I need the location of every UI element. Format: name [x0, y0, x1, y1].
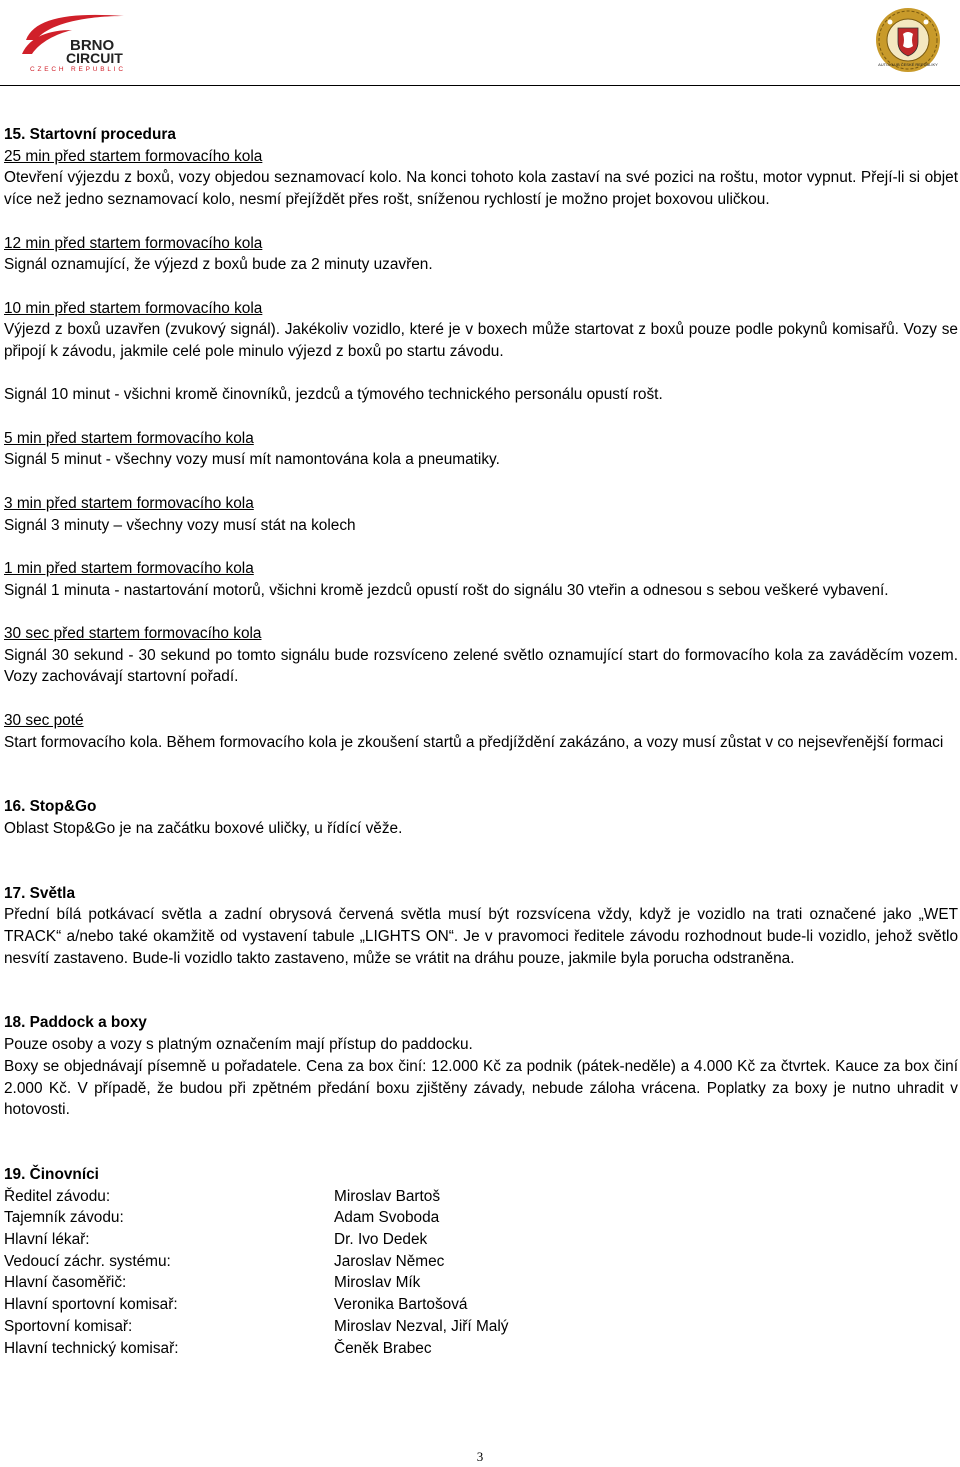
subheading-10min: 10 min před startem formovacího kola — [4, 299, 263, 317]
svg-text:BRNO: BRNO — [70, 37, 115, 54]
subheading-30sec-after: 30 sec poté — [4, 711, 84, 729]
subheading-25min: 25 min před startem formovacího kola — [4, 147, 263, 165]
document-body — [4, 124, 958, 1359]
official-name: Adam Svoboda — [334, 1209, 440, 1227]
official-role: Hlavní lékař: — [4, 1231, 90, 1249]
section-title-19: 19. Činovníci — [4, 1166, 99, 1183]
header-divider — [0, 85, 960, 86]
official-role: Tajemník závodu: — [4, 1209, 124, 1227]
official-name: Dr. Ivo Dedek — [334, 1231, 428, 1249]
paragraph-30sec-after: Start formovacího kola. Během formovacího kola je zkoušení startů a předjíždění zakázáno, a vozy musí zůstat v co nejsevřenější formaci — [4, 733, 944, 751]
paragraph-25min: Otevření výjezdu z boxů, vozy objedou seznamovací kolo. Na konci tohoto kola zastaví na své pozici na roštu, motor vypnut. Přejí-li si objet více než jedno seznamovací kolo, nesmí přejíždět přes rošt, sníženou rychlostí je možno projet boxovou uličkou. — [4, 169, 958, 209]
official-name: Jaroslav Němec — [334, 1252, 445, 1270]
paragraph-1min: Signál 1 minuta - nastartování motorů, všichni kromě jezdců opustí rošt do signálu 30 vteřin a odnesou s sebou veškeré vybavení. — [4, 581, 889, 599]
official-row — [4, 1272, 958, 1294]
paragraph-boxes: Boxy se objednávají písemně u pořadatele. Cena za box činí: 12.000 Kč za podnik (pátek-neděle) a 4.000 Kč za čtvrtek. Kauce za box činí 2.000 Kč. V případě, že budou při zpětném předání boxu zjištěny závady, nebude záloha vrácena. Poplatky za boxy je nutno uhradit v hotovosti. — [4, 1057, 958, 1119]
section-title-16: 16. Stop&Go — [4, 798, 97, 816]
official-name: Miroslav Bartoš — [334, 1187, 441, 1205]
subheading-3min: 3 min před startem formovacího kola — [4, 494, 254, 512]
page-header — [0, 0, 960, 86]
paragraph-12min: Signál oznamující, že výjezd z boxů bude za 2 minuty uzavřen. — [4, 256, 433, 274]
autoklub-cr-badge — [874, 6, 942, 74]
official-role: Hlavní sportovní komisař: — [4, 1296, 178, 1314]
officials-list — [4, 1186, 958, 1360]
paragraph-10min-signal: Signál 10 minut - všichni kromě činovníků, jezdců a týmového technického personálu opustí rošt. — [4, 386, 663, 404]
section-title-18: 18. Paddock a boxy — [4, 1014, 147, 1032]
paragraph-10min: Výjezd z boxů uzavřen (zvukový signál). Jakékoliv vozidlo, které je v boxech může startovat z boxů pouze podle pokynů komisařů. Vozy se připojí k závodu, jakmile celé pole minulo výjezd z boxů po startu závodu. — [4, 321, 958, 360]
section-title-17: 17. Světla — [4, 884, 76, 902]
subheading-5min: 5 min před startem formovacího kola — [4, 429, 254, 447]
svg-text:AUTOKLUB ČESKÉ REPUBLIKY: AUTOKLUB ČESKÉ REPUBLIKY — [878, 62, 938, 67]
paragraph-lights: Přední bílá potkávací světla a zadní obrysová červená světla musí být rozsvícena vždy, když je vozidlo na trati označené jako „WET TRACK“ a/nebo také okamžitě od vystavení tabule „LIGHTS ON“. Je v pravomoci ředitele závodu rozhodnout bude-li vozidlo, jehož světlo nesvítí zastaveno. Bude-li vozidlo takto zastaveno, může se vrátit na dráhu pouze, jakmile byla porucha odstraněna. — [4, 906, 958, 967]
paragraph-3min: Signál 3 minuty – všechny vozy musí stát na kolech — [4, 516, 356, 534]
official-row — [4, 1294, 958, 1316]
official-role: Sportovní komisař: — [4, 1317, 133, 1335]
paragraph-5min: Signál 5 minut - všechny vozy musí mít namontována kola a pneumatiky. — [4, 451, 500, 469]
official-row — [4, 1207, 958, 1229]
page-number: 3 — [476, 1449, 484, 1464]
official-row — [4, 1338, 958, 1360]
official-row — [4, 1316, 958, 1338]
brno-circuit-logo — [20, 10, 130, 72]
paragraph-stop-go: Oblast Stop&Go je na začátku boxové uličky, u řídící věže. — [4, 819, 403, 837]
official-name: Čeněk Brabec — [334, 1339, 432, 1357]
section-title-15: 15. Startovní procedura — [4, 126, 176, 143]
svg-text:CZECH REPUBLIC: CZECH REPUBLIC — [30, 66, 126, 72]
official-row — [4, 1251, 958, 1273]
subheading-12min: 12 min před startem formovacího kola — [4, 234, 263, 252]
official-role: Ředitel závodu: — [4, 1187, 111, 1205]
official-row — [4, 1186, 958, 1208]
official-role: Vedoucí záchr. systému: — [4, 1252, 171, 1270]
official-role: Hlavní technický komisař: — [4, 1339, 179, 1357]
official-row — [4, 1229, 958, 1251]
official-name: Miroslav Nezval, Jiří Malý — [334, 1317, 509, 1335]
subheading-30sec: 30 sec před startem formovacího kola — [4, 625, 262, 643]
paragraph-paddock-access: Pouze osoby a vozy s platným označením mají přístup do paddocku. — [4, 1036, 473, 1054]
subheading-1min: 1 min před startem formovacího kola — [4, 559, 254, 577]
official-name: Miroslav Mík — [334, 1274, 421, 1292]
official-name: Veronika Bartošová — [334, 1296, 468, 1314]
svg-text:CIRCUIT: CIRCUIT — [66, 50, 123, 66]
official-role: Hlavní časoměřič: — [4, 1274, 127, 1292]
paragraph-30sec: Signál 30 sekund - 30 sekund po tomto signálu bude rozsvíceno zelené světlo oznamující start do formovacího kola za zaváděcím vozem. Vozy zachovávají startovní pořadí. — [4, 646, 958, 686]
